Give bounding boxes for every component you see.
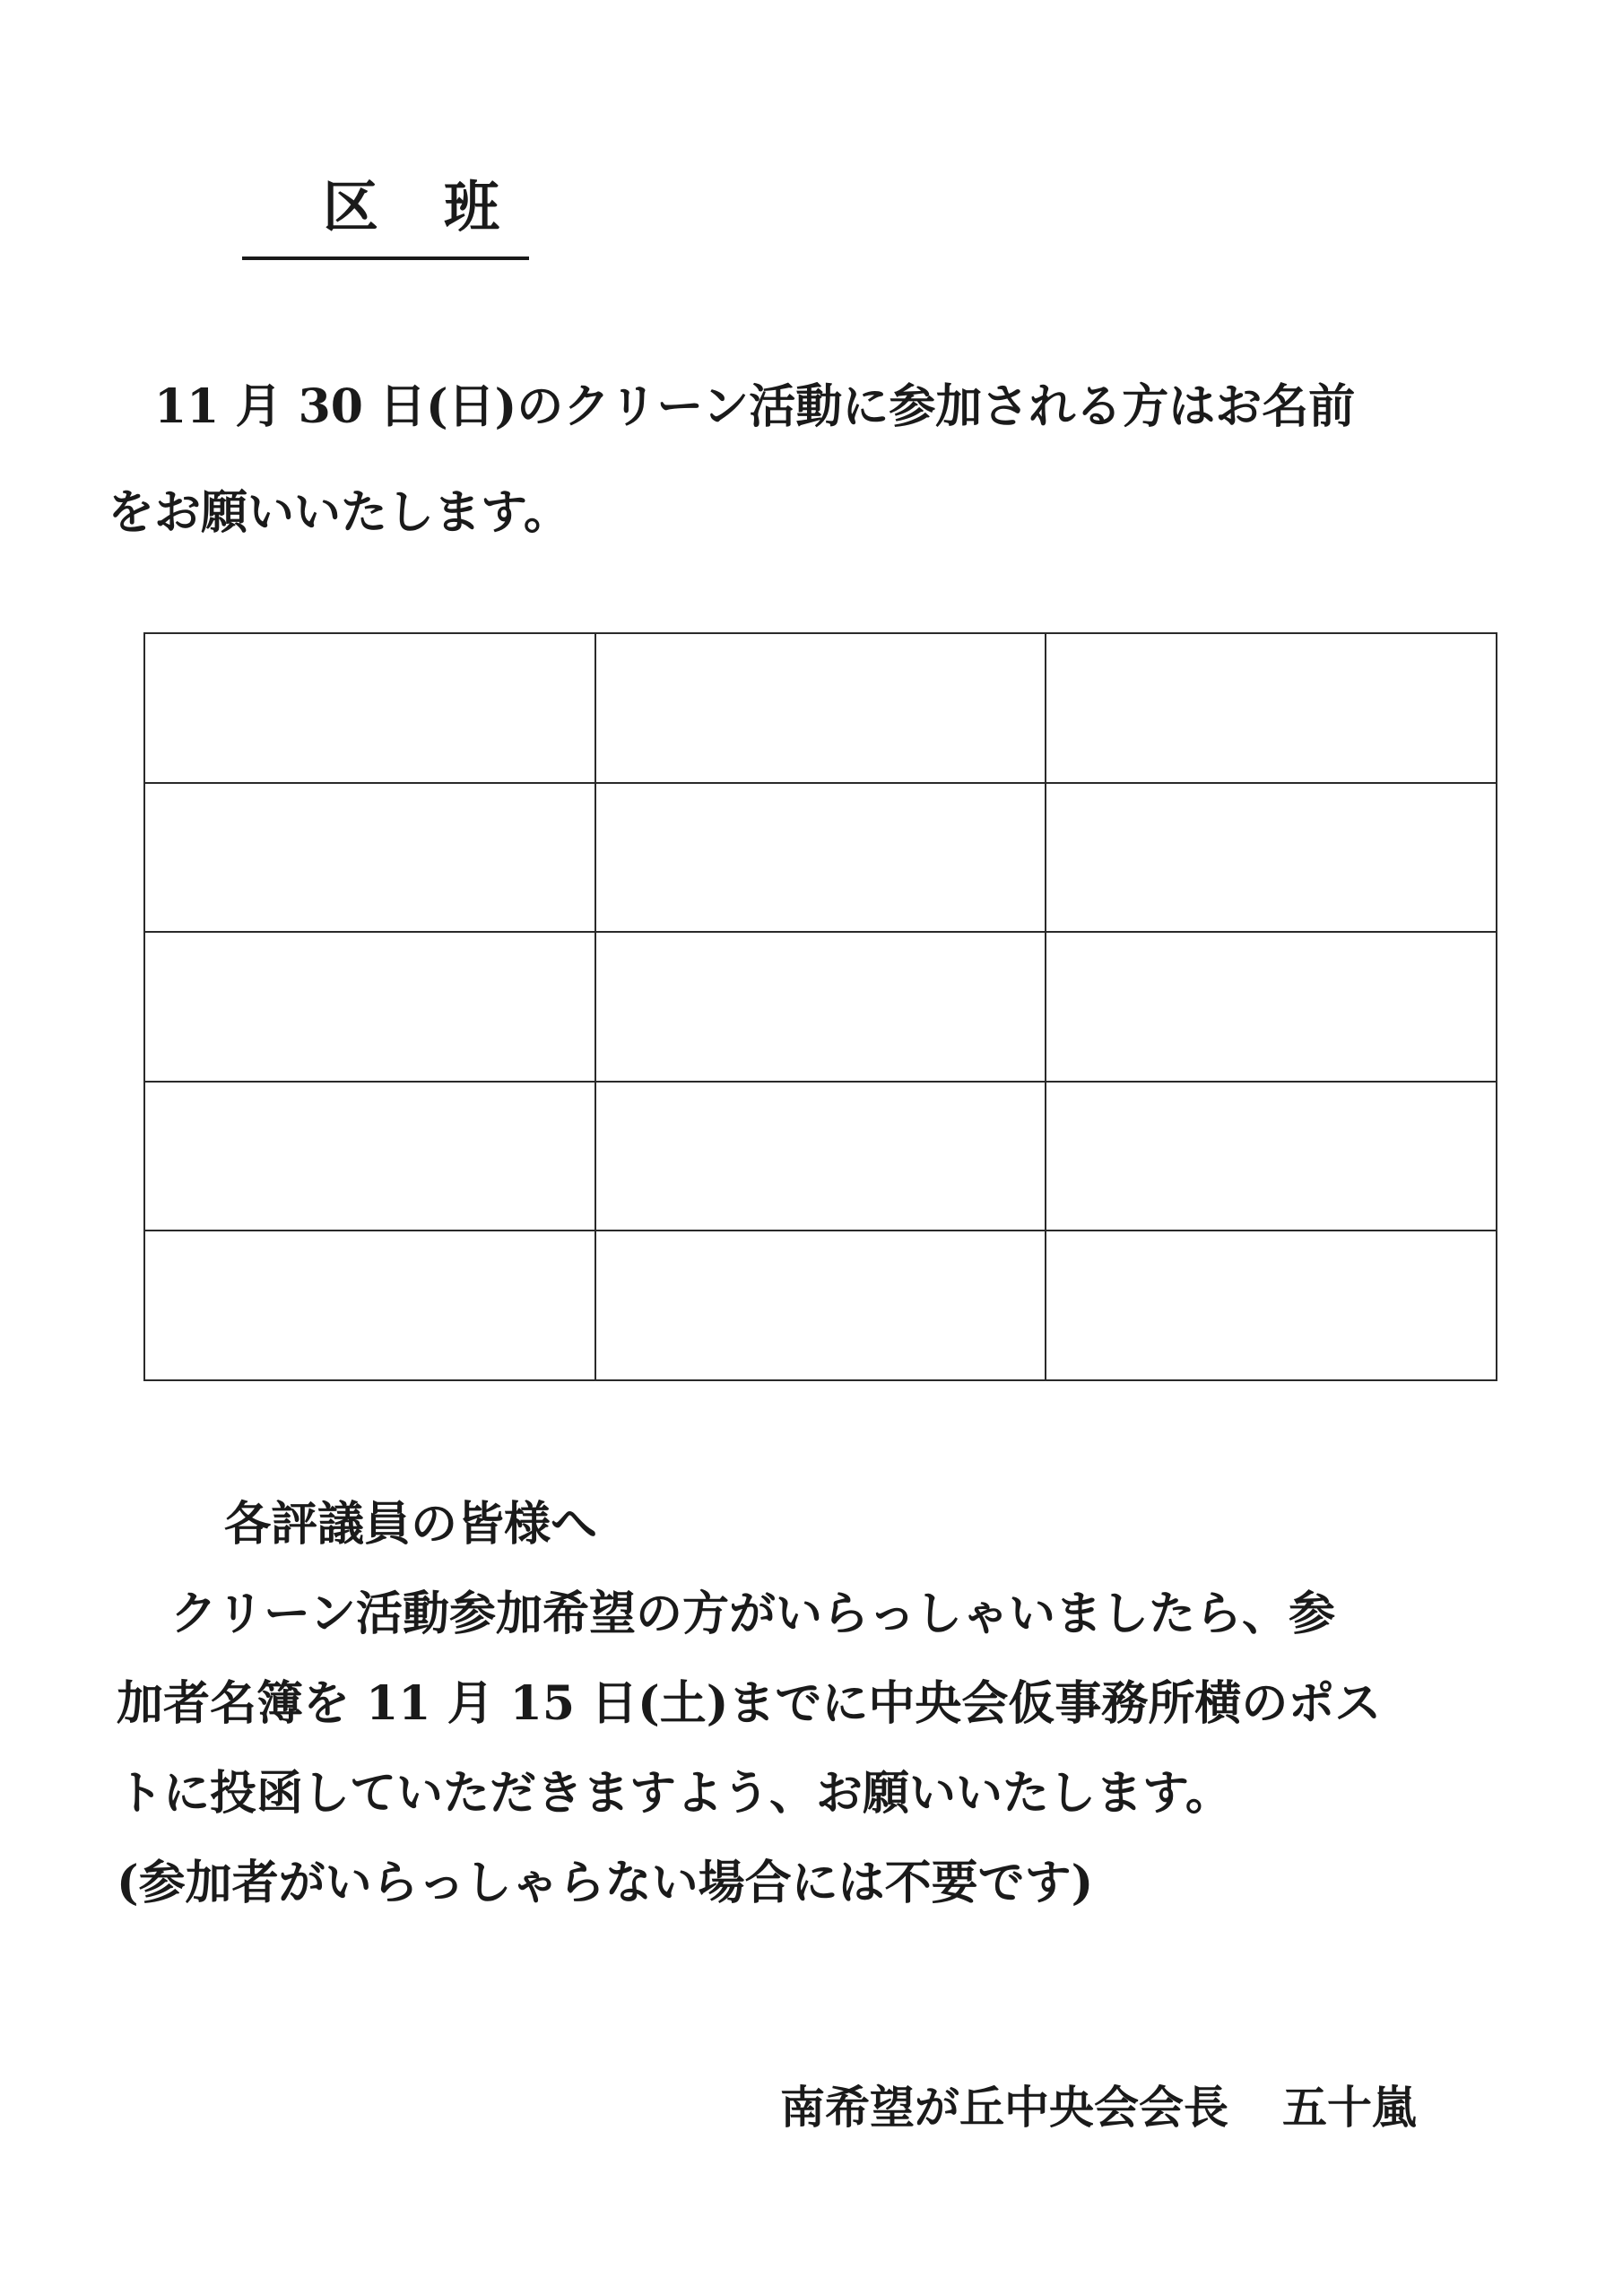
notice-line-1: クリーン活動参加希望の方がいらっしゃいましたら、参 — [170, 1587, 1335, 1641]
title-char-han: 班 — [444, 174, 500, 239]
name-cell[interactable] — [1046, 932, 1497, 1082]
title-char-ku: 区 — [323, 174, 379, 239]
name-cell[interactable] — [1046, 633, 1497, 783]
signature-name: 五十嵐 — [1282, 2081, 1417, 2134]
name-cell[interactable] — [1046, 783, 1497, 933]
name-cell[interactable] — [595, 633, 1046, 783]
signature-organization: 南希望が丘中央会会長 — [780, 2081, 1228, 2134]
name-cell[interactable] — [595, 783, 1046, 933]
table-row — [144, 633, 1497, 783]
name-cell[interactable] — [1046, 1082, 1497, 1231]
intro-line-2: をお願いいたします。 — [108, 485, 570, 540]
notice-line-4: (参加者がいらっしゃらない場合には不要です) — [117, 1856, 1094, 1910]
table-row — [144, 1082, 1497, 1231]
notice-salutation: 各評議員の皆様へ — [224, 1497, 598, 1552]
name-cell[interactable] — [144, 1231, 595, 1380]
name-cell[interactable] — [144, 1082, 595, 1231]
intro-line-1: 11 月 30 日(日)のクリーン活動に参加される方はお名前 — [154, 379, 1356, 434]
name-cell[interactable] — [595, 1082, 1046, 1231]
notice-paragraph — [117, 1480, 1551, 1928]
participant-name-table — [143, 632, 1497, 1381]
notice-line-2: 加者名簿を 11 月 15 日(土)までに中央会仮事務所横のポス — [117, 1676, 1382, 1731]
table-row — [144, 932, 1497, 1082]
name-cell[interactable] — [144, 633, 595, 783]
page-title — [242, 175, 529, 260]
name-cell[interactable] — [144, 783, 595, 933]
table-row — [144, 783, 1497, 933]
notice-line-3: トに投函していただきますよう、お願いいたします。 — [117, 1766, 1232, 1821]
name-cell[interactable] — [144, 932, 595, 1082]
table-row — [144, 1231, 1497, 1380]
intro-paragraph — [108, 354, 1542, 566]
name-cell[interactable] — [1046, 1231, 1497, 1380]
name-cell[interactable] — [595, 1231, 1046, 1380]
name-cell[interactable] — [595, 932, 1046, 1082]
signature — [780, 2076, 1417, 2139]
